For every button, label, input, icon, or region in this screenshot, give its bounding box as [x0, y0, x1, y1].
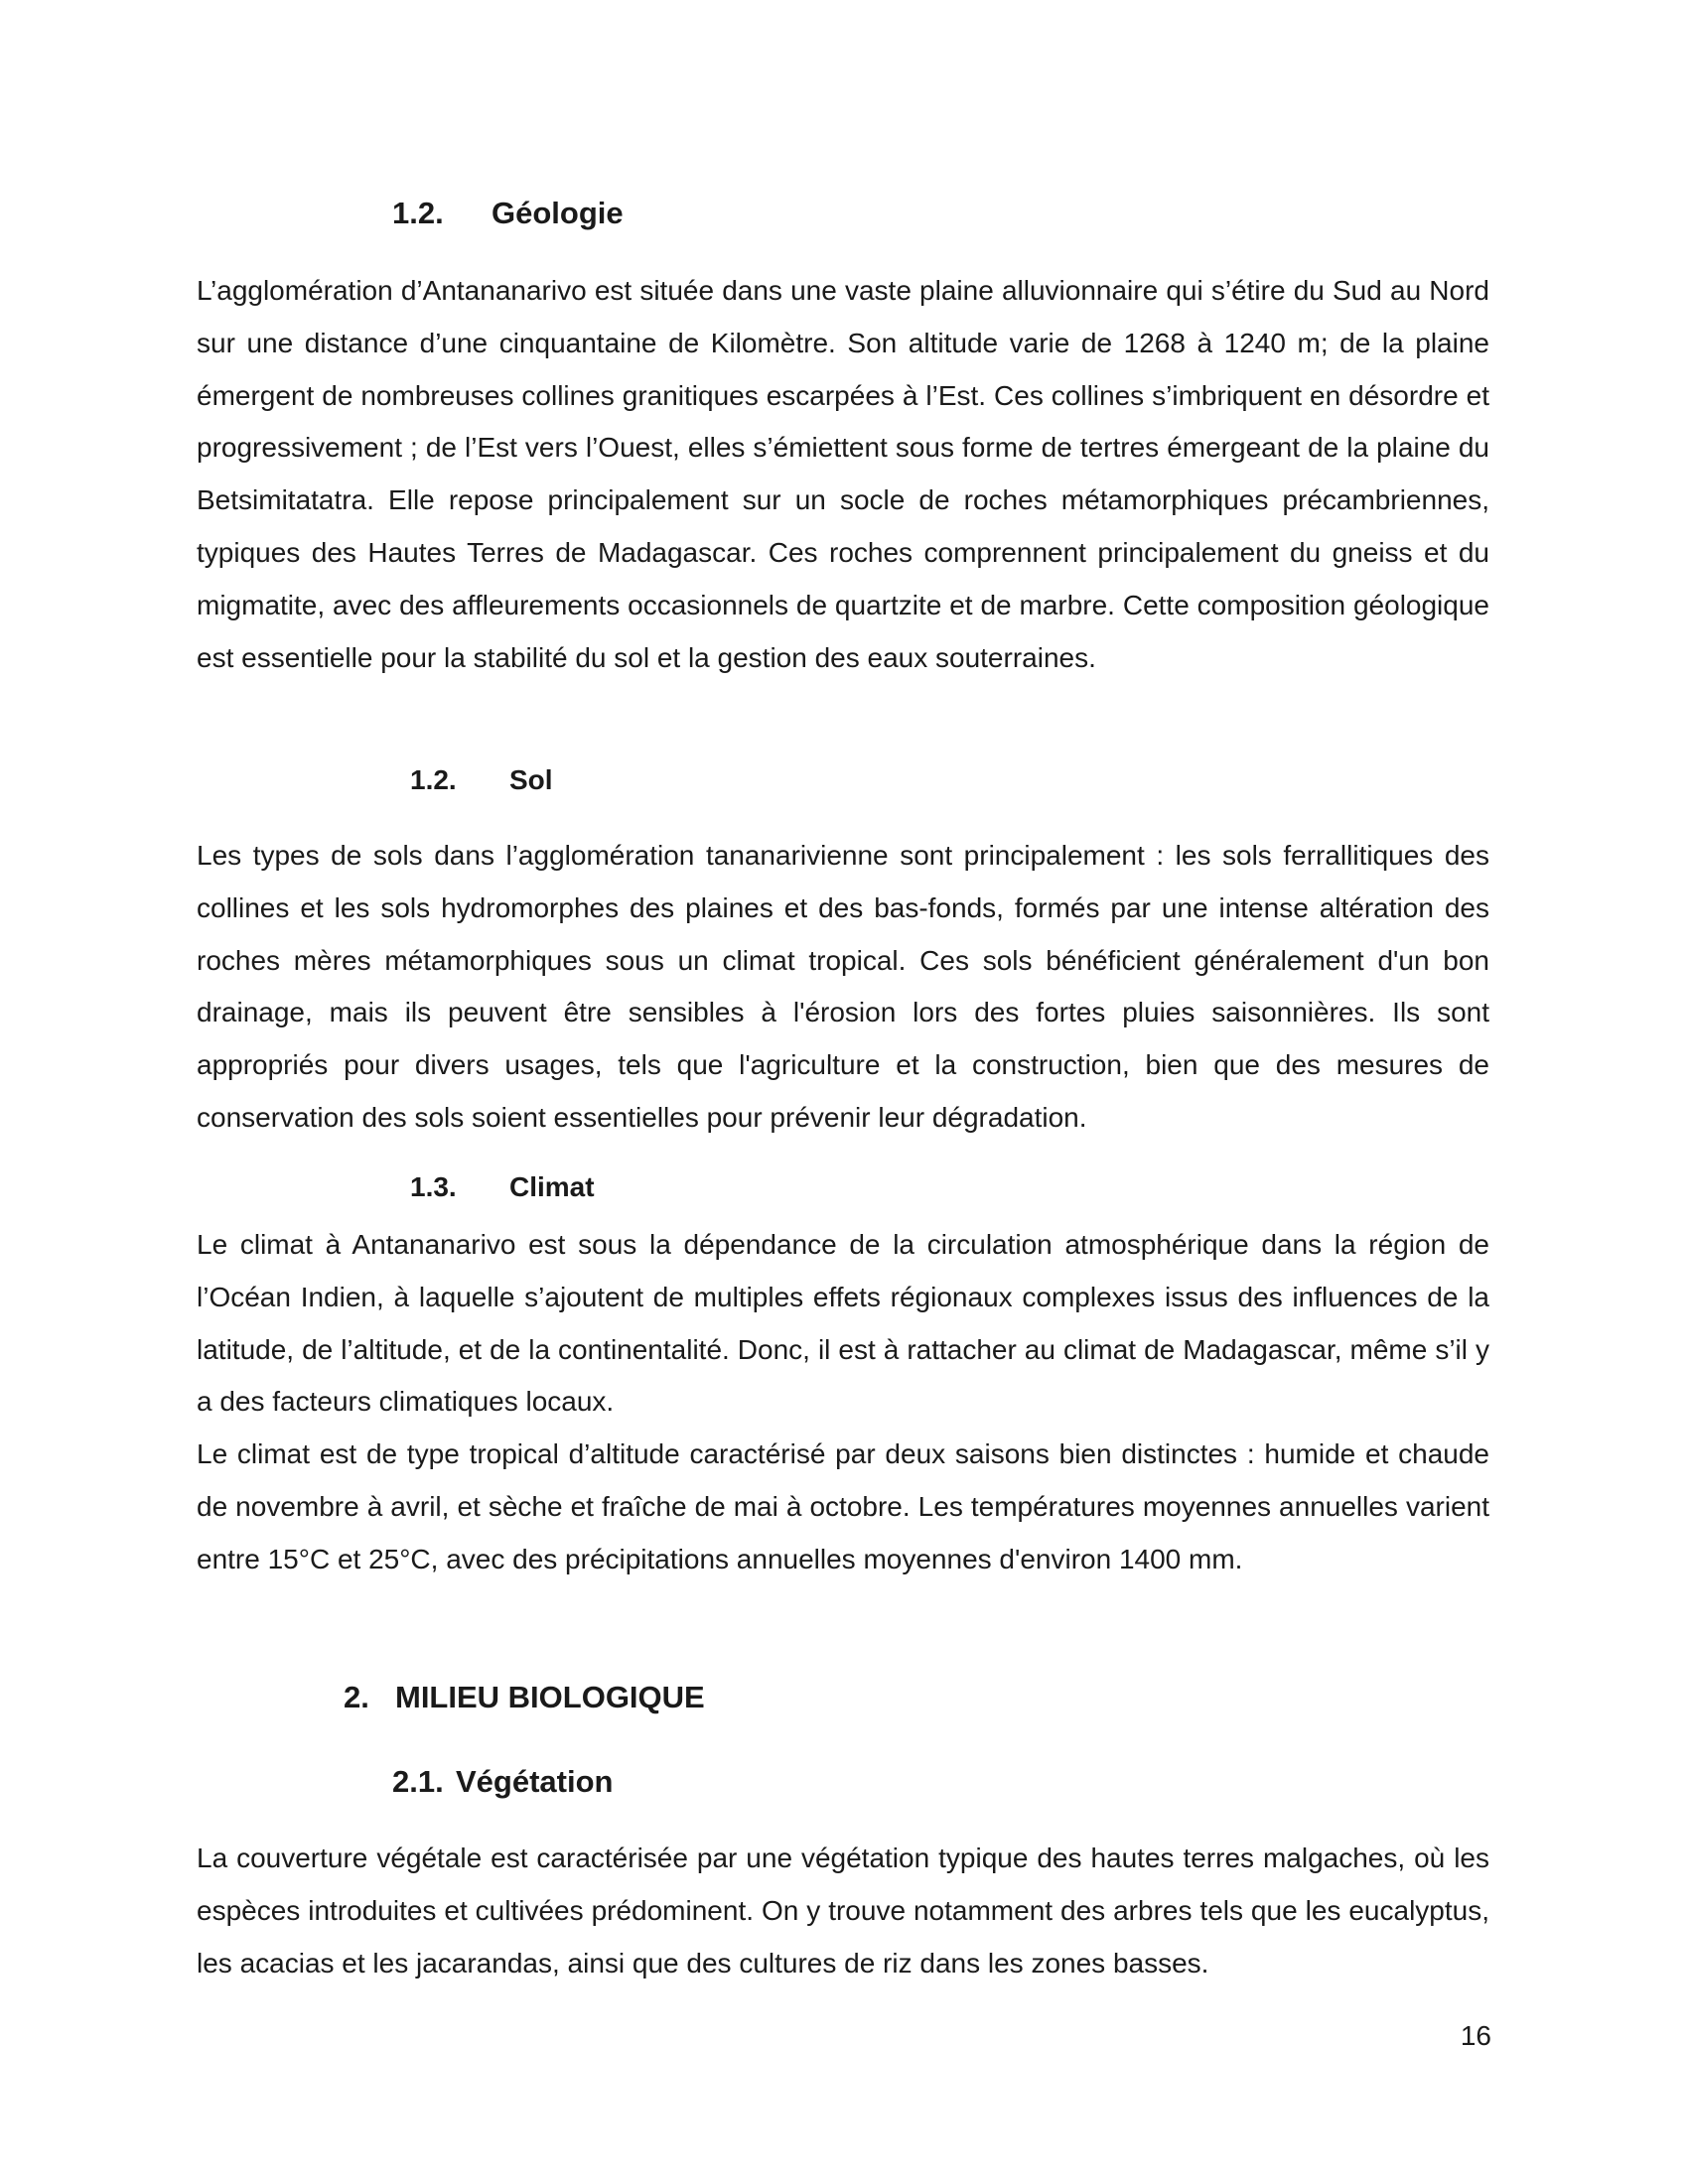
- heading-sol: [410, 762, 553, 798]
- heading-title: Sol: [509, 764, 553, 795]
- heading-title: MILIEU BIOLOGIQUE: [395, 1680, 705, 1714]
- heading-milieu-biologique: [344, 1678, 705, 1717]
- paragraph-climat: [197, 1219, 1489, 1586]
- paragraph-text: La couverture végétale est caractérisée par une végétation typique des hautes terres malgaches, où les espèces introduites et cultivées prédominent. On y trouve notamment des arbres tels que les eucalyptus, les acacias et les jacarandas, ainsi que des cultures de riz dans les zones basses.: [197, 1843, 1489, 1979]
- paragraph-text: L’agglomération d’Antananarivo est située dans une vaste plaine alluvionnaire qui s’étire du Sud au Nord sur une distance d’une cinquantaine de Kilomètre. Son altitude varie de 1268 à 1240 m; de la plaine émergent de nombreuses collines granitiques escarpées à l’Est. Ces collines s’imbriquent en désordre et progressivement ; de l’Est vers l’Ouest, elles s’émiettent sous forme de tertres émergeant de la plaine du Betsimitatatra. Elle repose principalement sur un socle de roches métamorphiques précambriennes, typiques des Hautes Terres de Madagascar. Ces roches comprennent principalement du gneiss et du migmatite, avec des affleurements occasionnels de quartzite et de marbre. Cette composition géologique est essentielle pour la stabilité du sol et la gestion des eaux souterraines.: [197, 275, 1489, 673]
- heading-number: 1.3.: [410, 1171, 457, 1202]
- heading-title: Géologie: [492, 196, 624, 230]
- heading-title: Climat: [509, 1171, 595, 1202]
- paragraph-text: Les types de sols dans l’agglomération tananarivienne sont principalement : les sols ferrallitiques des collines et les sols hydromorphes des plaines et des bas-fonds, formés par une intense altération des roches mères métamorphiques sous un climat tropical. Ces sols bénéficient généralement d'un bon drainage, mais ils peuvent être sensibles à l'érosion lors des fortes pluies saisonnières. Ils sont appropriés pour divers usages, tels que l'agriculture et la construction, bien que des mesures de conservation des sols soient essentielles pour prévenir leur dégradation.: [197, 840, 1489, 1133]
- paragraph-text-1: Le climat à Antananarivo est sous la dépendance de la circulation atmosphérique dans la région de l’Océan Indien, à laquelle s’ajoutent de multiples effets régionaux complexes issus des influences de la latitude, de l’altitude, et de la continentalité. Donc, il est à rattacher au climat de Madagascar, même s’il y a des facteurs climatiques locaux.: [197, 1229, 1489, 1418]
- paragraph-vegetation: [197, 1833, 1489, 1989]
- heading-geologie: [392, 194, 624, 233]
- heading-number: 1.2.: [410, 764, 457, 795]
- heading-vegetation: [392, 1762, 613, 1802]
- paragraph-sol: [197, 830, 1489, 1145]
- paragraph-text-2: Le climat est de type tropical d’altitude caractérisé par deux saisons bien distinctes : humide et chaude de novembre à avril, et sèche et fraîche de mai à octobre. Les températures moyennes annuelles varient entre 15°C et 25°C, avec des précipitations annuelles moyennes d'environ 1400 mm.: [197, 1438, 1489, 1574]
- page-number: 16: [1460, 2020, 1491, 2051]
- heading-climat: [410, 1169, 595, 1205]
- heading-number: 2.1.: [392, 1764, 444, 1799]
- heading-number: 2.: [344, 1680, 369, 1714]
- heading-number: 1.2.: [392, 196, 444, 230]
- paragraph-geologie: [197, 265, 1489, 684]
- heading-title: Végétation: [456, 1764, 614, 1799]
